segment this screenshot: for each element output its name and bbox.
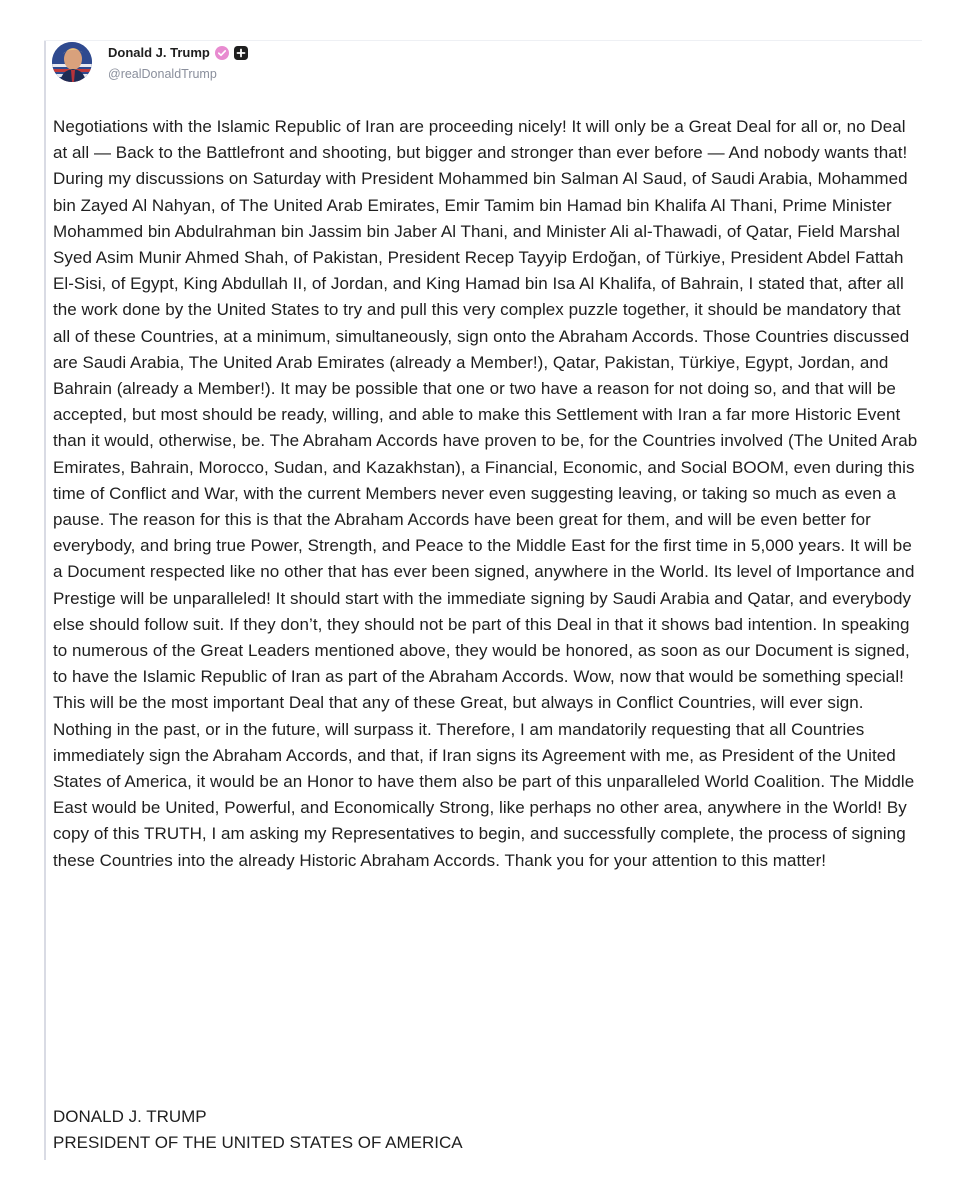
plus-badge-icon — [234, 46, 248, 60]
avatar[interactable] — [52, 42, 92, 82]
signature-title: PRESIDENT OF THE UNITED STATES OF AMERICA — [53, 1133, 463, 1152]
post-signature — [53, 1104, 463, 1156]
signature-name: DONALD J. TRUMP — [53, 1107, 207, 1126]
post-text: Negotiations with the Islamic Republic of Iran are proceeding nicely! It will only be a Great Deal for all or, no Deal at all — Back to the Battlefront and shooting, but bigger and stronger than ever before — And nobody wants that! During my discussions on Saturday with President Mohammed bin Salman Al Saud, of Saudi Arabia, Mohammed bin Zayed Al Nahyan, of The United Arab Emirates, Emir Tamim bin Hamad bin Khalifa Al Thani, Prime Minister Mohammed bin Abdulrahman bin Jassim bin Jaber Al Thani, and Minister Ali al-Thawadi, of Qatar, Field Marshal Syed Asim Munir Ahmed Shah, of Pakistan, President Recep Tayyip Erdoğan, of Türkiye, President Abdel Fattah El-Sisi, of Egypt, King Abdullah II, of Jordan, and King Hamad bin Isa Al Khalifa, of Bahrain, I stated that, after all the work done by the United States to try and pull this very complex puzzle together, it should be mandatory that all of these Countries, at a minimum, simultaneously, sign onto the Abraham Accords. Those Countries discussed are Saudi Arabia, The United Arab Emirates (already a Member!), Qatar, Pakistan, Türkiye, Egypt, Jordan, and Bahrain (already a Member!). It may be possible that one or two have a reason for not doing so, and that will be accepted, but most should be ready, willing, and able to make this Settlement with Iran a far more Historic Event than it would, otherwise, be. The Abraham Accords have proven to be, for the Countries involved (The United Arab Emirates, Bahrain, Morocco, Sudan, and Kazakhstan), a Financial, Economic, and Social BOOM, even during this time of Conflict and War, with the current Members never even suggesting leaving, or taking so much as even a pause. The reason for this is that the Abraham Accords have been great for them, and will be even better for everybody, and bring true Power, Strength, and Peace to the Middle East for the first time in 5,000 years. It will be a Document respected like no other that has ever been signed, anywhere in the World. Its level of Importance and Prestige will be unparalleled! It should start with the immediate signing by Saudi Arabia and Qatar, and everybody else should follow suit. If they don’t, they should not be part of this Deal in that it shows bad intention. In speaking to numerous of the Great Leaders mentioned above, they would be honored, as soon as our Document is signed, to have the Islamic Republic of Iran as part of the Abraham Accords. Wow, now that would be something special! This will be the most important Deal that any of these Great, but always in Conflict Countries, will ever sign. Nothing in the past, or in the future, will surpass it. Therefore, I am mandatorily requesting that all Countries immediately sign the Abraham Accords, and that, if Iran signs its Agreement with me, as President of the United States of America, it would be an Honor to have them also be part of this unparalleled World Coalition. The Middle East would be United, Powerful, and Economically Strong, like perhaps no other area, anywhere in the World! By copy of this TRUTH, I am asking my Representatives to begin, and successfully complete, the process of signing these Countries into the already Historic Abraham Accords. Thank you for your attention to this matter! — [53, 117, 918, 870]
divider — [44, 40, 922, 41]
post-card — [44, 40, 924, 1164]
verified-badge-icon — [215, 46, 229, 60]
avatar-image — [52, 42, 92, 82]
author-handle[interactable]: @realDonaldTrump — [108, 67, 217, 81]
author-row — [108, 44, 248, 62]
thread-rule — [44, 40, 46, 1160]
author-name[interactable]: Donald J. Trump — [108, 45, 210, 60]
